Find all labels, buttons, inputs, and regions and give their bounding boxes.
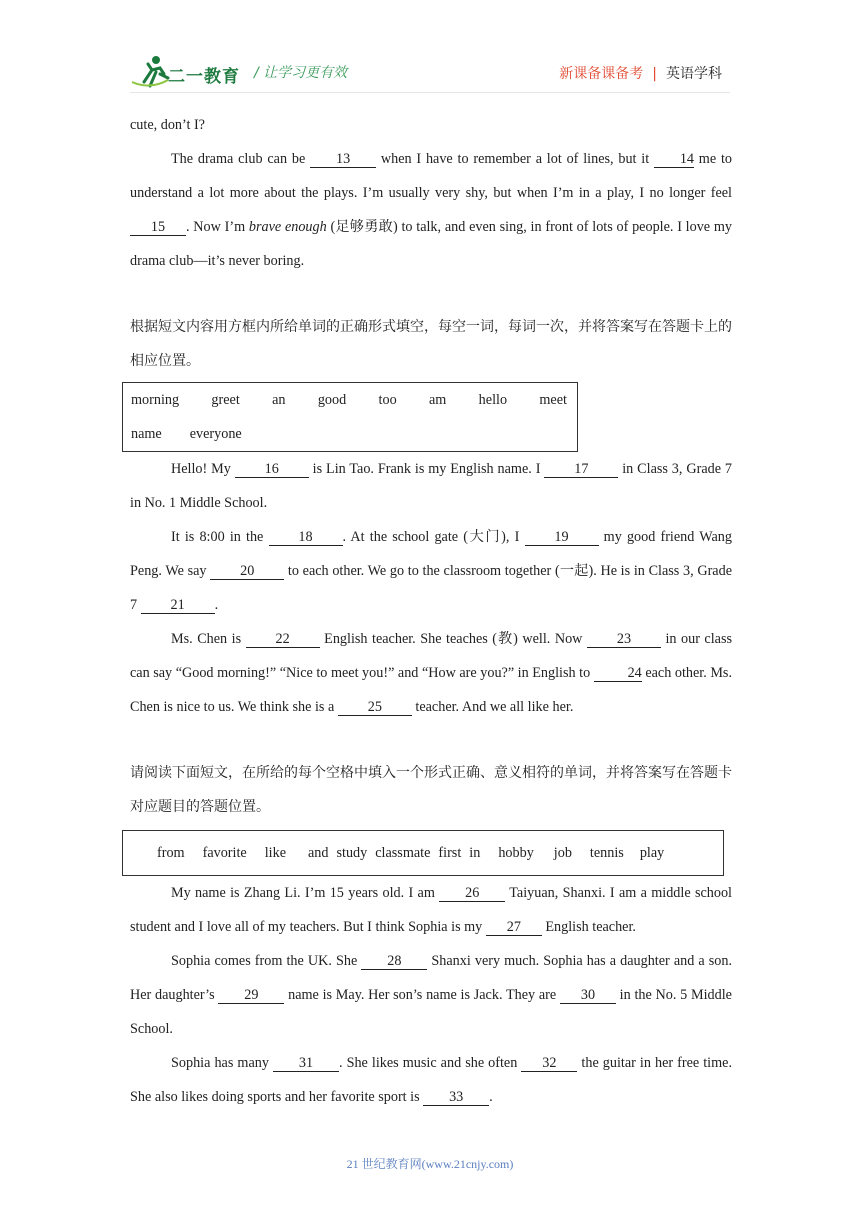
header-divider xyxy=(130,92,730,93)
section2-paragraph-2 xyxy=(130,520,732,622)
word-bank-item: greet xyxy=(211,392,240,408)
header-right xyxy=(559,63,722,83)
word-bank-item: morning xyxy=(131,392,180,408)
word-bank-1 xyxy=(122,382,578,452)
blank-29: 29 xyxy=(218,987,284,1004)
word-bank-item: name xyxy=(131,426,162,442)
text: teacher. And we all like her. xyxy=(411,699,574,715)
blank-17: 17 xyxy=(544,461,618,478)
text: name is May. Her son’s name is Jack. They are xyxy=(284,987,560,1003)
section3-paragraph-3 xyxy=(130,1046,732,1114)
word-bank-item: good xyxy=(317,392,347,408)
word-bank-item: in xyxy=(469,844,481,861)
word-bank-item: and xyxy=(308,844,329,861)
text: The drama club can be xyxy=(171,151,311,167)
word-bank-row xyxy=(131,383,567,417)
word-bank-item: favorite xyxy=(202,844,247,861)
blank-14: 14 xyxy=(654,151,694,168)
word-bank-item: play xyxy=(639,844,665,861)
passage1-line0: cute, don’t I? xyxy=(130,117,205,133)
blank-32: 32 xyxy=(521,1055,577,1072)
blank-25: 25 xyxy=(338,699,412,716)
text: me to understand a lot more about the plays. I’m usually very shy, but when I’m in a play, I no longer feel xyxy=(130,151,732,201)
text: Taiyuan, Shanxi. I am a middle school student and I love all of my teachers. But I think Sophia is my xyxy=(130,885,732,935)
text: English teacher. She teaches (教) well. Now xyxy=(319,631,587,647)
blank-18: 18 xyxy=(269,529,343,546)
text: my good friend Wang Peng. We say xyxy=(130,529,732,579)
word-bank-item: tennis xyxy=(589,844,624,861)
word-bank-item: meet xyxy=(539,392,567,408)
blank-22: 22 xyxy=(246,631,320,648)
document-body xyxy=(130,108,732,1114)
text: Sophia comes from the UK. She xyxy=(171,953,362,969)
blank-27: 27 xyxy=(486,919,542,936)
text: Shanxi very much. Sophia has a daughter and a son. Her daughter’s xyxy=(130,953,732,1003)
word-bank-item: hello xyxy=(478,392,508,408)
section3-paragraph-1 xyxy=(130,876,732,944)
word-bank-2 xyxy=(122,830,724,876)
blank-24: 24 xyxy=(594,665,642,682)
text: . Now I’m xyxy=(186,219,249,235)
blank-23: 23 xyxy=(587,631,661,648)
blank-19: 19 xyxy=(525,529,599,546)
blank-20: 20 xyxy=(210,563,284,580)
text: Ms. Chen is xyxy=(171,631,246,647)
blank-33: 33 xyxy=(423,1089,489,1106)
text: English teacher. xyxy=(541,919,636,935)
blank-26: 26 xyxy=(439,885,505,902)
text: in the No. 5 Middle School. xyxy=(130,987,732,1037)
slogan: / 让学习更有效 xyxy=(254,65,348,81)
passage1-paragraph xyxy=(130,142,732,278)
header-subject-label: 英语学科 xyxy=(666,66,722,82)
text: . She likes music and she often xyxy=(338,1055,522,1071)
word-bank-item: an xyxy=(272,392,286,408)
blank-21: 21 xyxy=(141,597,215,614)
text: . xyxy=(214,597,219,613)
logo-text: 二一教育 xyxy=(168,67,240,87)
text: . xyxy=(489,1089,493,1105)
word-bank-item: hobby xyxy=(498,844,534,861)
text: to each other. We go to the classroom together (一起). He is in Class 3, Grade 7 xyxy=(130,563,732,613)
text-italic: brave enough xyxy=(248,219,327,235)
word-bank-item: too xyxy=(378,392,397,408)
word-bank-item: like xyxy=(264,844,286,861)
text: each other. Ms. Chen is nice to us. We think she is a xyxy=(130,665,732,715)
section2-paragraph-1 xyxy=(130,452,732,520)
text: when I have to remember a lot of lines, but it xyxy=(376,151,654,167)
word-bank-item: job xyxy=(553,844,572,861)
page-header xyxy=(0,0,860,100)
text: . At the school gate (大门), I xyxy=(342,529,525,545)
word-bank-item: am xyxy=(429,392,447,408)
word-bank-item: everyone xyxy=(189,426,242,442)
word-bank-item: from xyxy=(157,844,185,861)
blank-13: 13 xyxy=(310,151,376,168)
text: the guitar in her free time. She also likes doing sports and her favorite sport is xyxy=(130,1055,733,1105)
text: is Lin Tao. Frank is my English name. I xyxy=(308,461,545,477)
blank-16: 16 xyxy=(235,461,309,478)
text: Hello! My xyxy=(171,461,235,477)
header-course-label: 新课备课备考 xyxy=(559,66,644,82)
text: Sophia has many xyxy=(171,1055,273,1071)
text: My name is Zhang Li. I’m 15 years old. I am xyxy=(171,885,440,901)
section2-paragraph-3 xyxy=(130,622,732,724)
text: in Class 3, Grade 7 in No. 1 Middle School. xyxy=(130,461,732,511)
text: (足够勇敢) to talk, and even sing, in front of lots of people. I love my drama club—it’s never boring. xyxy=(130,219,732,269)
word-bank-item: first xyxy=(438,844,462,861)
blank-15: 15 xyxy=(130,219,186,236)
text: It is 8:00 in the xyxy=(171,529,269,545)
section2-instruction: 根据短文内容用方框内所给单词的正确形式填空，每空一词，每词一次，并将答案写在答题卡上的相应位置。 xyxy=(130,319,732,369)
page-footer: 21 世纪教育网(www.21cnjy.com) xyxy=(346,1157,514,1171)
section3-paragraph-2 xyxy=(130,944,732,1046)
blank-28: 28 xyxy=(361,953,427,970)
text: in our class can say “Good morning!” “Nice to meet you!” and “How are you?” in English to xyxy=(130,631,733,681)
section3-instruction: 请阅读下面短文，在所给的每个空格中填入一个形式正确、意义相符的单词，并将答案写在答题卡对应题目的答题位置。 xyxy=(130,765,732,815)
blank-30: 30 xyxy=(560,987,616,1004)
word-bank-item: study xyxy=(336,844,368,861)
header-separator: | xyxy=(652,66,657,82)
blank-31: 31 xyxy=(273,1055,339,1072)
word-bank-item: classmate xyxy=(375,844,431,861)
word-bank-row xyxy=(131,417,577,451)
